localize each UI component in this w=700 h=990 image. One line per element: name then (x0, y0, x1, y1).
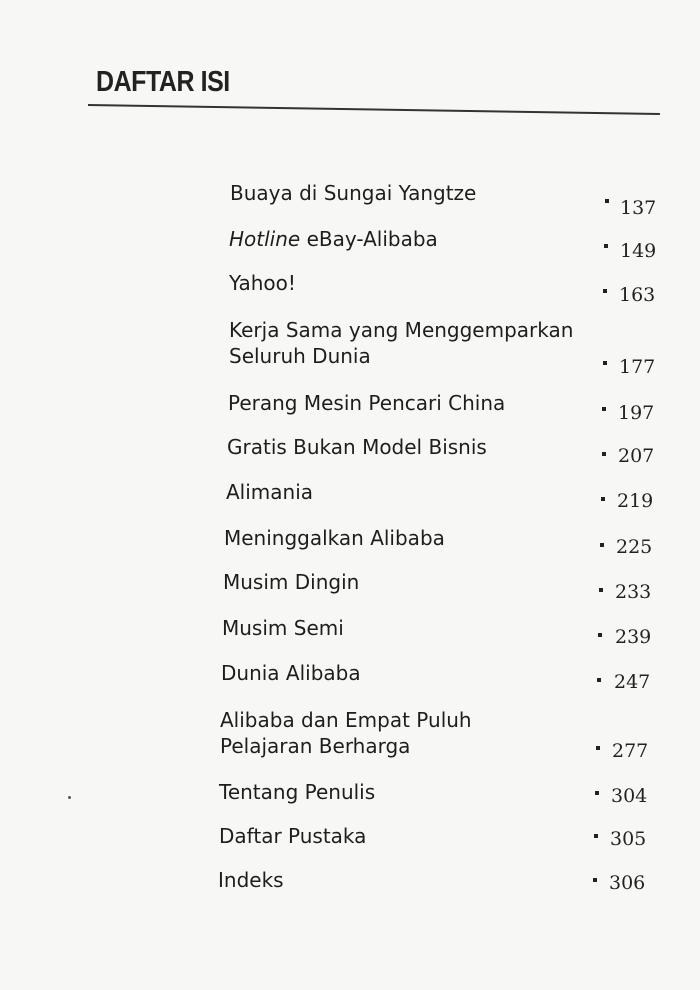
page-number: 277 (612, 740, 649, 762)
leader-dot (593, 878, 597, 882)
entry-title: Perang Mesin Pencari China (228, 391, 506, 415)
page-number: 197 (618, 402, 655, 424)
leader-dot (595, 791, 599, 795)
page-number: 207 (618, 445, 655, 467)
entry-title-line-2: Seluruh Dunia (229, 344, 371, 368)
entry-title: Daftar Pustaka (219, 824, 367, 848)
page-number: 177 (619, 356, 656, 378)
leader-dot (602, 407, 606, 411)
page-number: 219 (617, 490, 654, 512)
leader-dot (604, 244, 608, 248)
leader-dot (600, 543, 604, 547)
leader-dot (594, 834, 598, 838)
entry-title: Buaya di Sungai Yangtze (230, 181, 477, 205)
leader-dot (597, 678, 601, 682)
page-number: 305 (610, 828, 647, 850)
entry-title: Indeks (218, 868, 284, 892)
leader-dot (599, 588, 603, 592)
entry-title: Gratis Bukan Model Bisnis (227, 435, 487, 459)
entry-title: Yahoo! (229, 271, 296, 295)
entry-title: Dunia Alibaba (221, 661, 361, 685)
entry-title: Meninggalkan Alibaba (224, 526, 445, 550)
page-title: DAFTAR ISI (96, 66, 230, 98)
entry-title: Tentang Penulis (219, 780, 376, 804)
entry-title: Hotline eBay-Alibaba (229, 227, 438, 251)
leader-dot (596, 746, 600, 750)
page-number: 306 (609, 872, 646, 894)
page-number: 239 (615, 626, 652, 648)
entry-title: Musim Semi (222, 616, 344, 640)
entry-title-line-2: Pelajaran Berharga (220, 734, 411, 758)
page-number: 304 (611, 785, 648, 807)
page-number: 163 (619, 284, 656, 306)
leader-dot (603, 289, 607, 293)
leader-dot (598, 633, 602, 637)
page-number: 247 (614, 671, 651, 693)
entry-title: Musim Dingin (223, 570, 360, 594)
leader-dot (603, 361, 607, 365)
page-number: 225 (616, 536, 653, 558)
leader-dot (602, 452, 606, 456)
page-number: 137 (620, 197, 657, 219)
entry-title: Alimania (226, 480, 314, 504)
entry-title: Kerja Sama yang Menggemparkan (229, 318, 574, 342)
leader-dot (601, 497, 605, 501)
ink-speck (68, 796, 71, 799)
page-number: 233 (615, 581, 652, 603)
page-number: 149 (620, 240, 657, 262)
leader-dot (605, 199, 609, 203)
entry-title: Alibaba dan Empat Puluh (220, 708, 472, 732)
